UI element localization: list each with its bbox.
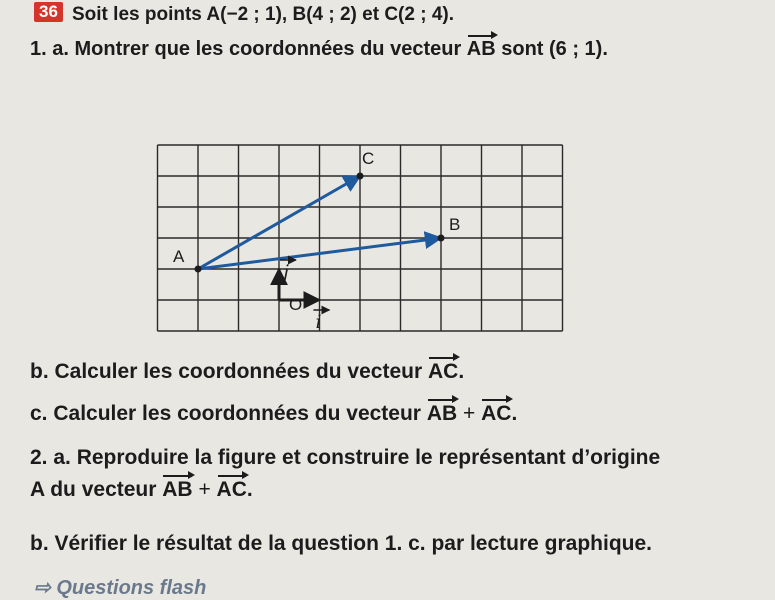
vector-ac-label: AC [427,360,459,383]
question-1b [30,360,464,384]
question-2a-line2 [30,478,253,502]
label-unit-j: j [283,261,289,283]
plus-sign: + [192,478,217,501]
vector-ac-label: AC [481,402,512,425]
label-origin-o: O [289,295,303,314]
question-1c [30,402,517,426]
vector-ab-label: AB [466,38,496,60]
label-point-a: A [173,247,185,266]
label-unit-i: i [315,311,322,333]
question-1a-suffix: sont (6 ; 1). [495,38,608,60]
questions-flash-link[interactable] [34,575,206,600]
point-c [357,173,364,180]
question-2b: b. Vérifier le résultat de la question 1. c. par lecture graphique. [30,532,653,555]
arrow-icon: ⇨ [34,577,57,599]
vector-ab-label: AB [162,478,193,501]
question-1a-text: 1. a. Montrer que les coordonnées du vecteur [30,38,467,60]
question-1b-text: b. Calculer les coordonnées du vecteur [30,360,428,383]
question-2a-suffix: . [246,478,253,501]
point-a [195,266,202,273]
question-1c-text: c. Calculer les coordonnées du vecteur [30,402,427,425]
question-1b-suffix: . [458,360,465,383]
exercise-number-badge: 36 [34,2,63,22]
question-1c-suffix: . [511,402,518,425]
label-point-c: C [362,149,375,168]
question-2a-text: A du vecteur [30,478,163,501]
vector-ab-label: AB [426,402,458,425]
vector-ac-label: AC [216,478,247,501]
question-2a-line1: 2. a. Reproduire la figure et construire le représentant d’origine [30,446,661,469]
exercise-intro: Soit les points A(−2 ; 1), B(4 ; 2) et C(2 ; 4). [72,4,454,25]
questions-flash-label: Questions flash [56,577,207,599]
label-point-b: B [449,215,461,234]
plus-sign: + [457,402,482,425]
point-b [438,235,445,242]
